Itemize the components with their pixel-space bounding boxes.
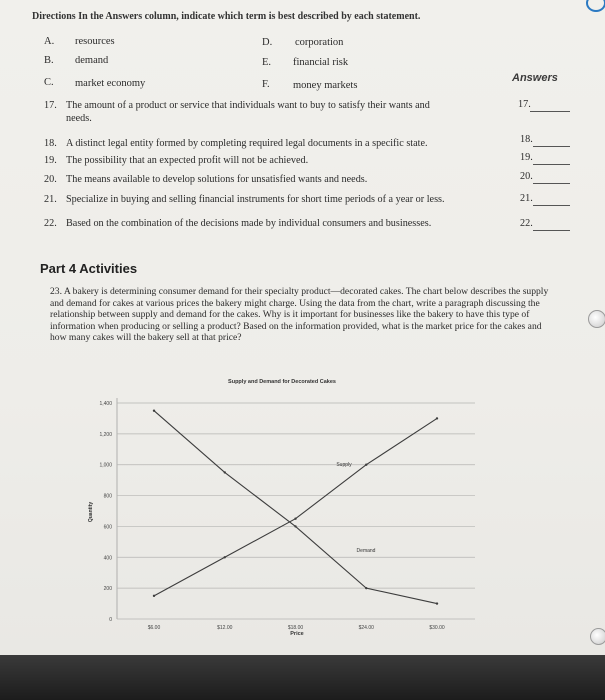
chart-x-axis-label: Price bbox=[290, 631, 304, 637]
answer-18-num: 18. bbox=[520, 134, 533, 145]
demand-point bbox=[365, 587, 367, 589]
chart-y-tick-label: 0 bbox=[109, 617, 112, 623]
demand-point bbox=[436, 602, 438, 604]
supply-point bbox=[365, 464, 367, 466]
question-19-text: The possibility that an expected profit will not be achieved. bbox=[66, 155, 309, 166]
question-17-text-cont: needs. bbox=[66, 113, 92, 124]
chart-y-tick-label: 600 bbox=[103, 524, 112, 531]
chart-x-tick-label: $18.00 bbox=[287, 625, 304, 631]
chart-y-tick-label: 1,400 bbox=[99, 401, 112, 407]
term-d-letter: D. bbox=[262, 37, 273, 48]
question-18-text: A distinct legal entity formed by completing required legal documents in a specific state. bbox=[66, 138, 428, 149]
part4-heading: Part 4 Activities bbox=[40, 261, 138, 276]
term-a-letter: A. bbox=[44, 36, 55, 47]
activity-23-text: 23. A bakery is determining consumer demand for their specialty product—decorated cakes. The chart below describes the supply and demand for cakes at various prices the bakery might charge. Using the data from the chart, write a paragraph discussing the relationship between supply and demand for the cakes. Why is it important for businesses like the bakery to have this type of information when producing or selling a product? Based on the information provided, what is the market price for the cakes and how many cakes will the bakery sell at that price? bbox=[50, 286, 549, 344]
answer-22-num: 22. bbox=[520, 218, 533, 229]
question-17-text: The amount of a product or service that individuals want to buy to satisfy their wants and bbox=[66, 100, 430, 111]
question-21-text: Specialize in buying and selling financial instruments for short time periods of a year or less. bbox=[66, 194, 445, 205]
term-a: resources bbox=[75, 36, 115, 47]
term-e-letter: E. bbox=[262, 57, 272, 68]
term-c-letter: C. bbox=[44, 77, 54, 88]
term-f: money markets bbox=[293, 80, 358, 91]
answer-17-num: 17. bbox=[518, 99, 531, 110]
question-21-num: 21. bbox=[44, 194, 57, 205]
demand-point bbox=[224, 471, 226, 473]
chart-x-tick-label: $6.00 bbox=[147, 625, 161, 631]
question-19-num: 19. bbox=[44, 155, 57, 166]
chart-y-tick-label: 800 bbox=[103, 493, 112, 500]
demand-label: Demand bbox=[356, 548, 376, 554]
answer-19-num: 19. bbox=[520, 152, 533, 163]
question-20-num: 20. bbox=[44, 174, 57, 185]
answer-20-num: 20. bbox=[520, 171, 533, 182]
question-22-text: Based on the combination of the decisions made by individual consumers and businesses. bbox=[66, 218, 432, 229]
supply-point bbox=[224, 556, 226, 558]
question-18-num: 18. bbox=[44, 138, 57, 149]
question-20-text: The means available to develop solutions for unsatisfied wants and needs. bbox=[66, 174, 368, 185]
term-e: financial risk bbox=[293, 57, 349, 68]
term-c: market economy bbox=[75, 78, 146, 89]
chart-x-tick-label: $24.00 bbox=[358, 625, 374, 631]
supply-label: Supply bbox=[336, 462, 352, 468]
desk-background bbox=[0, 655, 605, 700]
chart-x-tick-label: $12.00 bbox=[217, 625, 233, 631]
term-f-letter: F. bbox=[262, 79, 270, 90]
term-b-letter: B. bbox=[44, 55, 54, 66]
supply-line bbox=[154, 418, 437, 595]
demand-line bbox=[154, 411, 437, 604]
chart-y-tick-label: 400 bbox=[103, 555, 112, 562]
demand-point bbox=[294, 525, 296, 527]
supply-point bbox=[153, 595, 155, 597]
answer-21-num: 21. bbox=[520, 193, 533, 204]
chart-y-axis-label: Quantity bbox=[88, 501, 94, 523]
chart-x-tick-label: $30.00 bbox=[429, 625, 445, 631]
chart-y-tick-label: 1,200 bbox=[99, 431, 112, 438]
answers-heading: Answers bbox=[512, 72, 558, 84]
term-d: corporation bbox=[295, 37, 344, 48]
supply-point bbox=[294, 518, 296, 520]
question-22-num: 22. bbox=[44, 218, 57, 229]
demand-point bbox=[153, 410, 155, 412]
chart-y-tick-label: 1,000 bbox=[99, 462, 112, 469]
chart-y-tick-label: 200 bbox=[103, 586, 112, 593]
supply-point bbox=[436, 417, 438, 419]
chart-title: Supply and Demand for Decorated Cakes bbox=[228, 379, 336, 385]
term-b: demand bbox=[75, 55, 109, 66]
directions-text: Directions In the Answers column, indicate which term is best described by each statement. bbox=[32, 11, 421, 22]
question-17-num: 17. bbox=[44, 100, 57, 111]
